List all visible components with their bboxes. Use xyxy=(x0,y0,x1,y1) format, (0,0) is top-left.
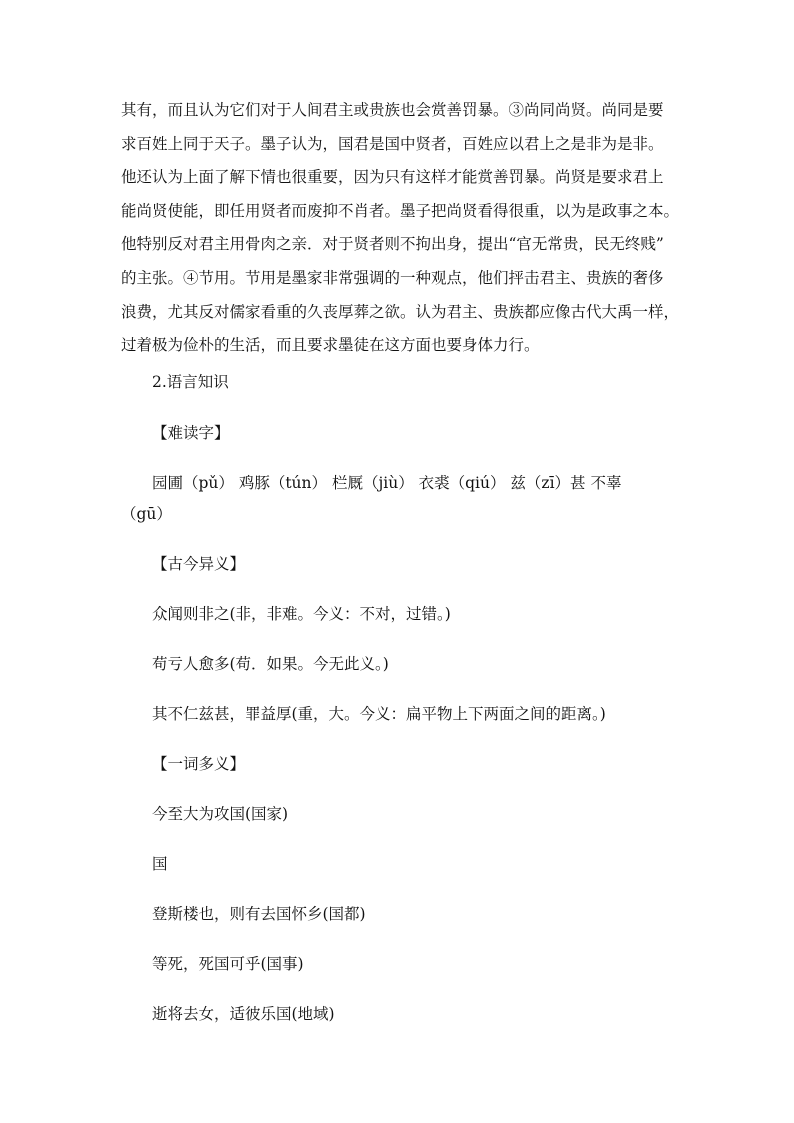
difficult-characters-line-wrap: （gū） xyxy=(121,505,172,523)
paragraph-line: 求百姓上同于天子。墨子认为，国君是国中贤者，百姓应以君上之是非为是非。 xyxy=(121,134,664,153)
polysemy-item: 今至大为攻国(国家) xyxy=(152,805,289,823)
ancient-meaning-item: 众闻则非之(非，非难。今义：不对，过错。) xyxy=(152,605,451,623)
polysemy-word: 国 xyxy=(152,855,168,873)
ancient-meaning-item: 其不仁兹甚，罪益厚(重，大。今义：扁平物上下两面之间的距离。) xyxy=(152,705,606,723)
difficult-characters-line: 园圃（pǔ） 鸡豚（tún） 栏厩（jiù） 衣裘（qiú） 兹（zī）甚 不辜 xyxy=(152,474,622,492)
paragraph-line: 的主张。④节用。节用是墨家非常强调的一种观点，他们抨击君主、贵族的奢侈 xyxy=(121,268,664,287)
heading-ancient-modern-meaning: 【古今异义】 xyxy=(152,555,246,573)
polysemy-item: 逝将去女，适彼乐国(地域) xyxy=(152,1005,335,1023)
paragraph-line: 他还认为上面了解下情也很重要，因为只有这样才能赏善罚暴。尚贤是要求君上 xyxy=(121,168,664,187)
heading-polysemy: 【一词多义】 xyxy=(152,755,246,773)
polysemy-item: 等死，死国可乎(国事) xyxy=(152,955,304,973)
heading-difficult-characters: 【难读字】 xyxy=(152,424,230,442)
ancient-meaning-item: 苟亏人愈多(苟．如果。今无此义。) xyxy=(152,655,389,673)
polysemy-item: 登斯楼也，则有去国怀乡(国都) xyxy=(152,905,366,923)
intro-paragraph xyxy=(121,94,681,363)
paragraph-line: 能尚贤使能，即任用贤者而废抑不肖者。墨子把尚贤看得很重，以为是政事之本。 xyxy=(121,201,680,220)
paragraph-line: 浪费，尤其反对儒家看重的久丧厚葬之欲。认为君主、贵族都应像古代大禹一样， xyxy=(121,302,680,321)
paragraph-line: 过着极为俭朴的生活，而且要求墨徒在这方面也要身体力行。 xyxy=(121,336,540,355)
section-heading: 2.语言知识 xyxy=(152,373,229,391)
paragraph-line: 他特别反对君主用骨肉之亲．对于贤者则不拘出身，提出“官无常贵，民无终贱” xyxy=(121,235,664,254)
paragraph-line: 其有，而且认为它们对于人间君主或贵族也会赏善罚暴。③尚同尚贤。尚同是要 xyxy=(121,101,664,119)
